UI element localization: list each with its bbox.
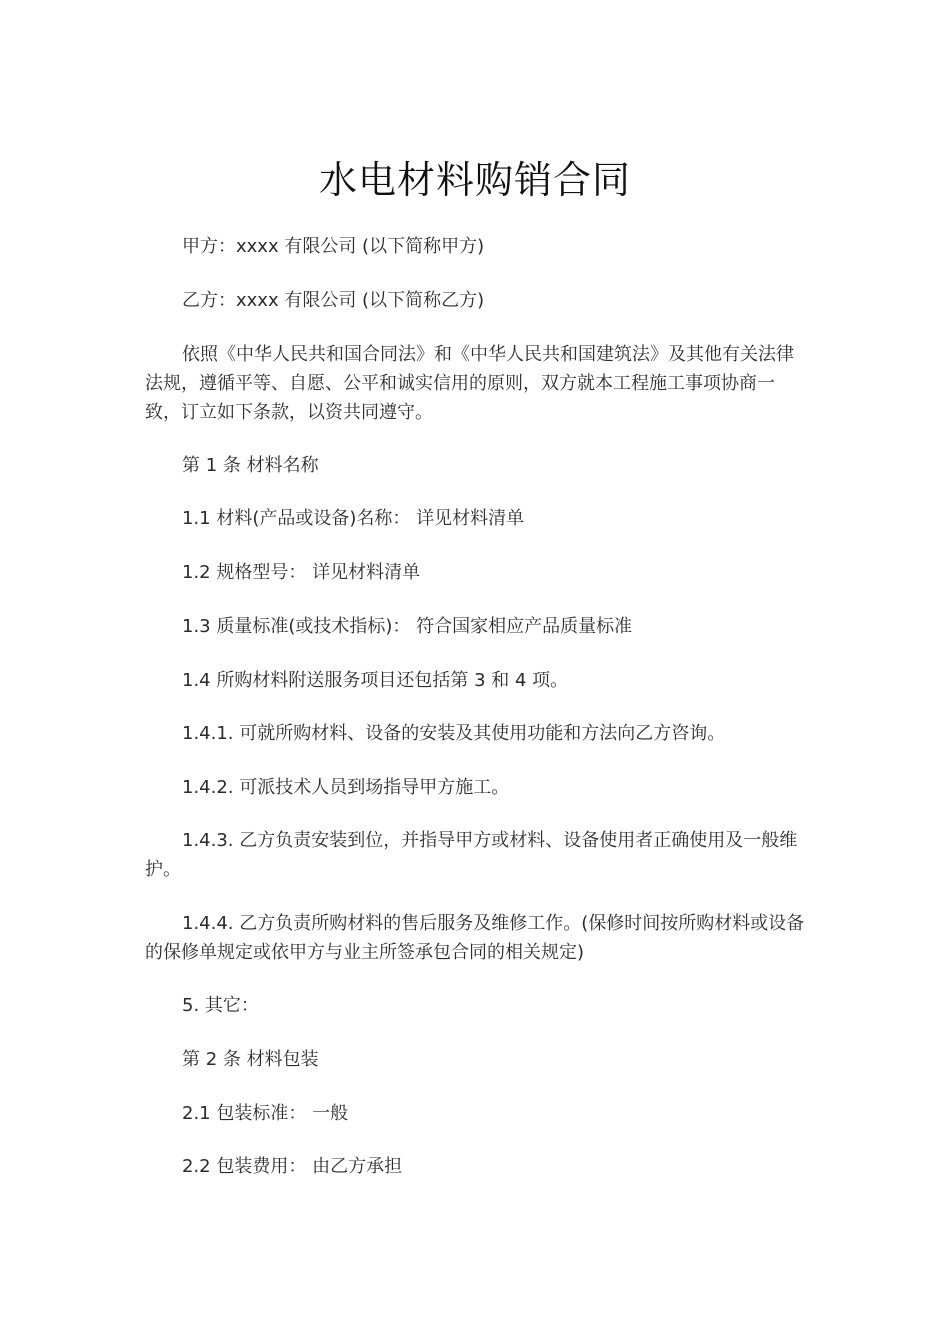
clause-1-1: 1.1 材料(产品或设备)名称： 详见材料清单	[182, 508, 525, 529]
clause-1-4-1: 1.4.1. 可就所购材料、设备的安装及其使用功能和方法向乙方咨询。	[182, 723, 726, 744]
clause-5-other: 5. 其它：	[182, 995, 259, 1016]
clause-2-1: 2.1 包装标准： 一般	[182, 1103, 349, 1124]
clause-1-4-4: 1.4.4. 乙方负责所购材料的售后服务及维修工作。(保修时间按所购材料或设备的保修单规定或依甲方与业主所签承包合同的相关规定)	[145, 913, 805, 963]
clause-2-2: 2.2 包装费用： 由乙方承担	[182, 1156, 403, 1177]
document-title: 水电材料购销合同	[318, 158, 631, 202]
party-b-line: 乙方：xxxx 有限公司 (以下简称乙方)	[182, 290, 485, 311]
clause-1-4-3: 1.4.3. 乙方负责安装到位，并指导甲方或材料、设备使用者正确使用及一般维护。	[145, 830, 798, 880]
article-2-heading: 第 2 条 材料包装	[182, 1049, 319, 1070]
clause-1-4-2: 1.4.2. 可派技术人员到场指导甲方施工。	[182, 777, 510, 798]
article-1-heading: 第 1 条 材料名称	[182, 455, 319, 476]
party-a-line: 甲方：xxxx 有限公司 (以下简称甲方)	[182, 236, 485, 257]
clause-1-2: 1.2 规格型号： 详见材料清单	[182, 562, 421, 583]
preamble-paragraph: 依照《中华人民共和国合同法》和《中华人民共和国建筑法》及其他有关法律法规，遵循平等、自愿、公平和诚实信用的原则，双方就本工程施工事项协商一致，订立如下条款，以资共同遵守。	[145, 344, 794, 423]
clause-1-3: 1.3 质量标准(或技术指标)： 符合国家相应产品质量标准	[182, 616, 633, 637]
clause-1-4: 1.4 所购材料附送服务项目还包括第 3 和 4 项。	[182, 670, 569, 691]
